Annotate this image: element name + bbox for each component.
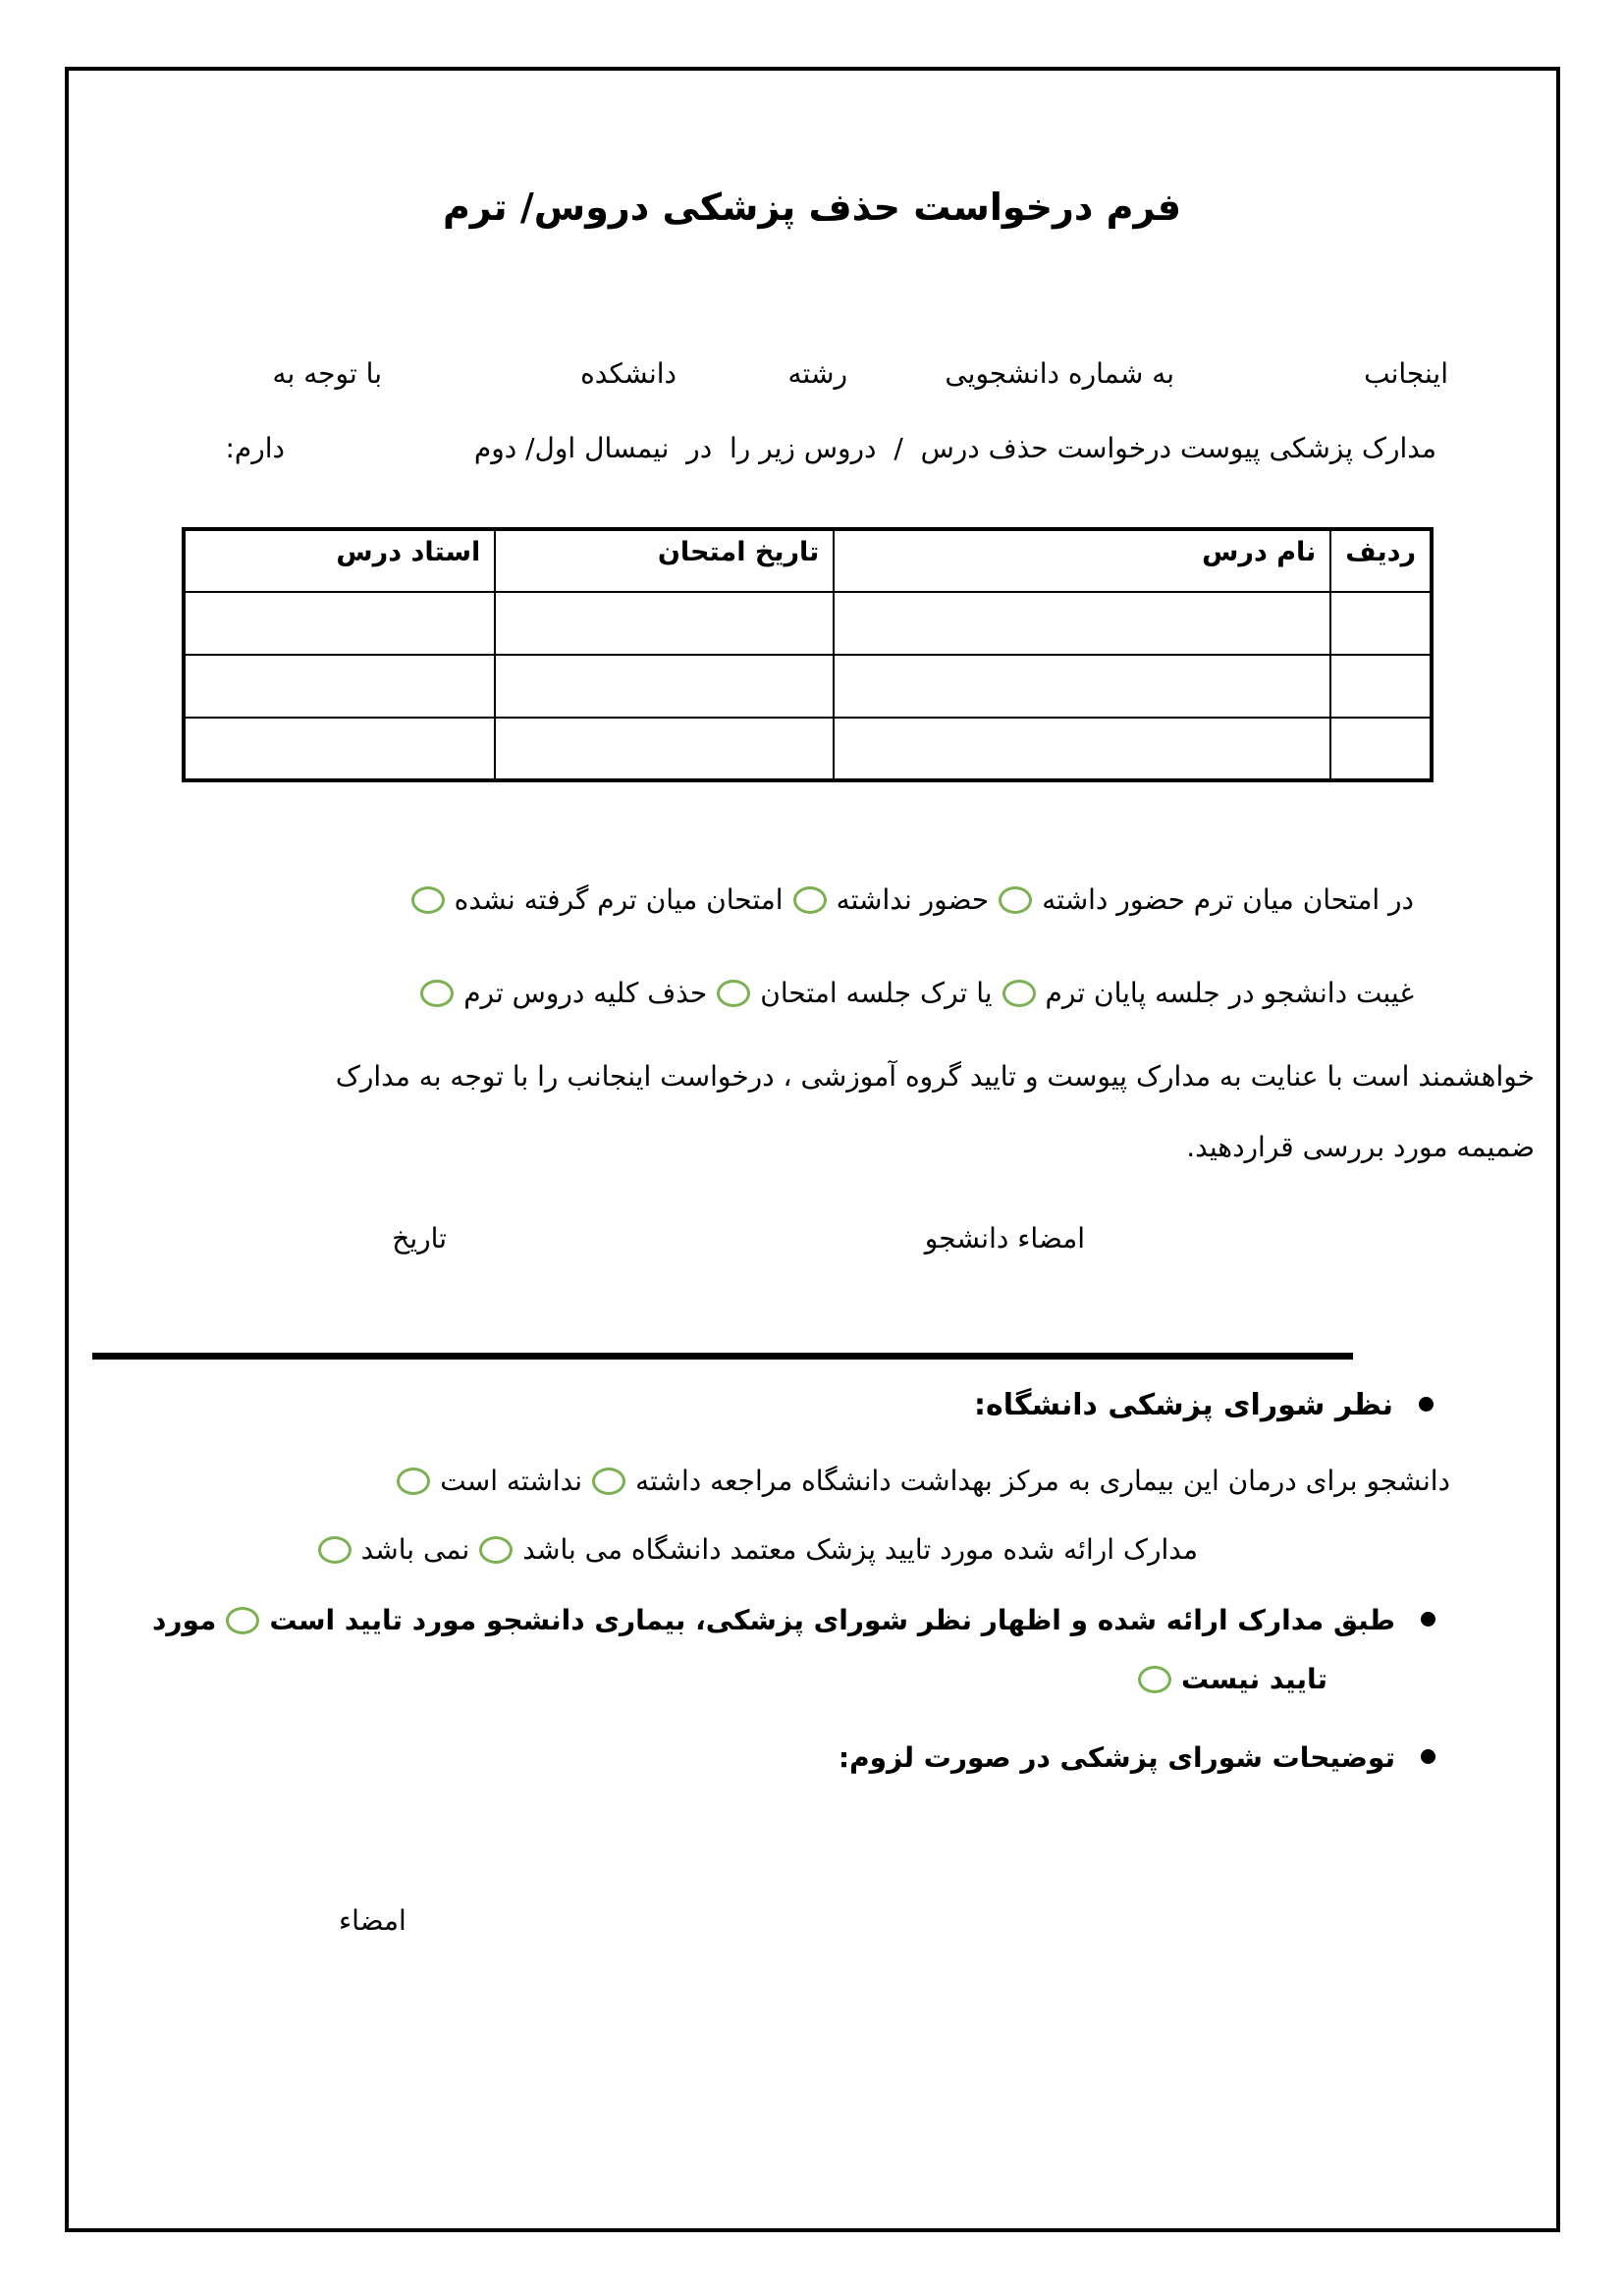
final-drop-all-label: حذف کلیه دروس ترم [463, 977, 708, 1009]
faculty-label: دانشکده [580, 357, 677, 390]
header-cell-row-number: ردیف [1330, 529, 1432, 592]
verdict-approved-label: مورد تایید است [269, 1604, 477, 1636]
health-center-visited-label: دانشجو برای درمان این بیماری به مرکز بهداشت دانشگاه مراجعه داشته [635, 1465, 1450, 1497]
request-note-line1: خواهشمند است با عنایت به مدارک پیوست و تایید گروه آموزشی ، درخواست اینجانب را با توجه به مدارک [335, 1060, 1535, 1093]
verdict-rejected-checkbox[interactable] [1138, 1666, 1171, 1693]
course-cell[interactable] [834, 718, 1330, 780]
bullet-icon [1421, 1612, 1435, 1627]
course-cell[interactable] [834, 592, 1330, 655]
final-drop-all-checkbox[interactable] [420, 980, 454, 1007]
documents-approved-label: مدارک ارائه شده مورد تایید پزشک معتمد دانشگاه می باشد [522, 1533, 1198, 1566]
final-left-exam-label: یا ترک جلسه امتحان [760, 977, 993, 1009]
final-absent-checkbox[interactable] [1002, 980, 1036, 1007]
verdict-rejected-label-part1: مورد [151, 1604, 217, 1636]
documents-not-approved-label: نمی باشد [360, 1533, 470, 1566]
course-cell[interactable] [495, 655, 834, 718]
regarding-label: با توجه به [272, 357, 382, 390]
course-cell[interactable] [1330, 592, 1432, 655]
final-absent-label: غیبت دانشجو در جلسه پایان ترم [1045, 977, 1414, 1009]
midterm-attended-checkbox[interactable] [999, 886, 1032, 914]
bullet-icon [1421, 1749, 1435, 1764]
verdict-rejected-label-part2: تایید نیست [1181, 1663, 1327, 1695]
course-cell[interactable] [1330, 718, 1432, 780]
header-cell-exam-date: تاریخ امتحان [495, 529, 834, 592]
health-center-line [387, 1463, 1450, 1500]
request-note-line2: ضمیمه مورد بررسی قراردهید. [1186, 1131, 1535, 1163]
course-cell[interactable] [495, 718, 834, 780]
health-center-visited-checkbox[interactable] [592, 1468, 625, 1495]
course-cell[interactable] [184, 655, 495, 718]
council-heading: نظر شورای پزشکی دانشگاه: [974, 1388, 1393, 1422]
documents-not-approved-checkbox[interactable] [318, 1536, 352, 1564]
header-cell-professor: استاد درس [184, 529, 495, 592]
midterm-not-attended-checkbox[interactable] [793, 886, 827, 914]
table-row [184, 718, 1432, 780]
section-divider [92, 1353, 1353, 1360]
documents-line [308, 1531, 1198, 1569]
table-header-row [184, 529, 1432, 592]
table-row [184, 592, 1432, 655]
course-cell[interactable] [834, 655, 1330, 718]
midterm-not-attended-label: حضور نداشته [836, 883, 990, 916]
course-cell[interactable] [184, 718, 495, 780]
council-notes-label: توضیحات شورای پزشکی در صورت لزوم: [838, 1741, 1395, 1774]
verdict-line [152, 1602, 1435, 1639]
final-options-line [410, 975, 1414, 1012]
student-number-label: به شماره دانشجویی [945, 357, 1174, 390]
verdict-text: طبق مدارک ارائه شده و اظهار نظر شورای پزشکی، بیماری دانشجو [485, 1604, 1395, 1636]
major-label: رشته [787, 357, 847, 390]
date-label: تاریخ [392, 1222, 447, 1255]
course-cell[interactable] [495, 592, 834, 655]
health-center-not-visited-checkbox[interactable] [397, 1468, 430, 1495]
council-heading-line [974, 1386, 1434, 1426]
table-row [184, 655, 1432, 718]
council-signature-label: امضاء [339, 1904, 406, 1937]
request-line: مدارک پزشکی پیوست درخواست حذف درس / دروس زیر را در نیمسال اول/ دوم [473, 432, 1436, 464]
midterm-attended-label: در امتحان میان ترم حضور داشته [1042, 883, 1414, 916]
final-left-exam-checkbox[interactable] [717, 980, 750, 1007]
form-title: فرم درخواست حذف پزشکی دروس/ ترم [442, 186, 1182, 229]
verdict-approved-checkbox[interactable] [226, 1607, 259, 1634]
midterm-options-line [402, 881, 1414, 919]
documents-approved-checkbox[interactable] [479, 1536, 513, 1564]
health-center-not-visited-label: نداشته است [440, 1465, 583, 1497]
course-cell[interactable] [184, 592, 495, 655]
bullet-icon [1419, 1397, 1434, 1412]
header-cell-course-name: نام درس [834, 529, 1330, 592]
midterm-not-held-label: امتحان میان ترم گرفته نشده [454, 883, 784, 916]
council-notes-line [839, 1739, 1435, 1777]
midterm-not-held-checkbox[interactable] [411, 886, 445, 914]
course-cell[interactable] [1330, 655, 1432, 718]
courses-table-body [184, 592, 1432, 780]
applicant-label: اینجانب [1364, 357, 1448, 390]
request-line-end: دارم: [225, 432, 285, 464]
courses-table [182, 527, 1434, 782]
student-signature-label: امضاء دانشجو [924, 1222, 1085, 1255]
verdict-line-wrap [1128, 1661, 1327, 1698]
